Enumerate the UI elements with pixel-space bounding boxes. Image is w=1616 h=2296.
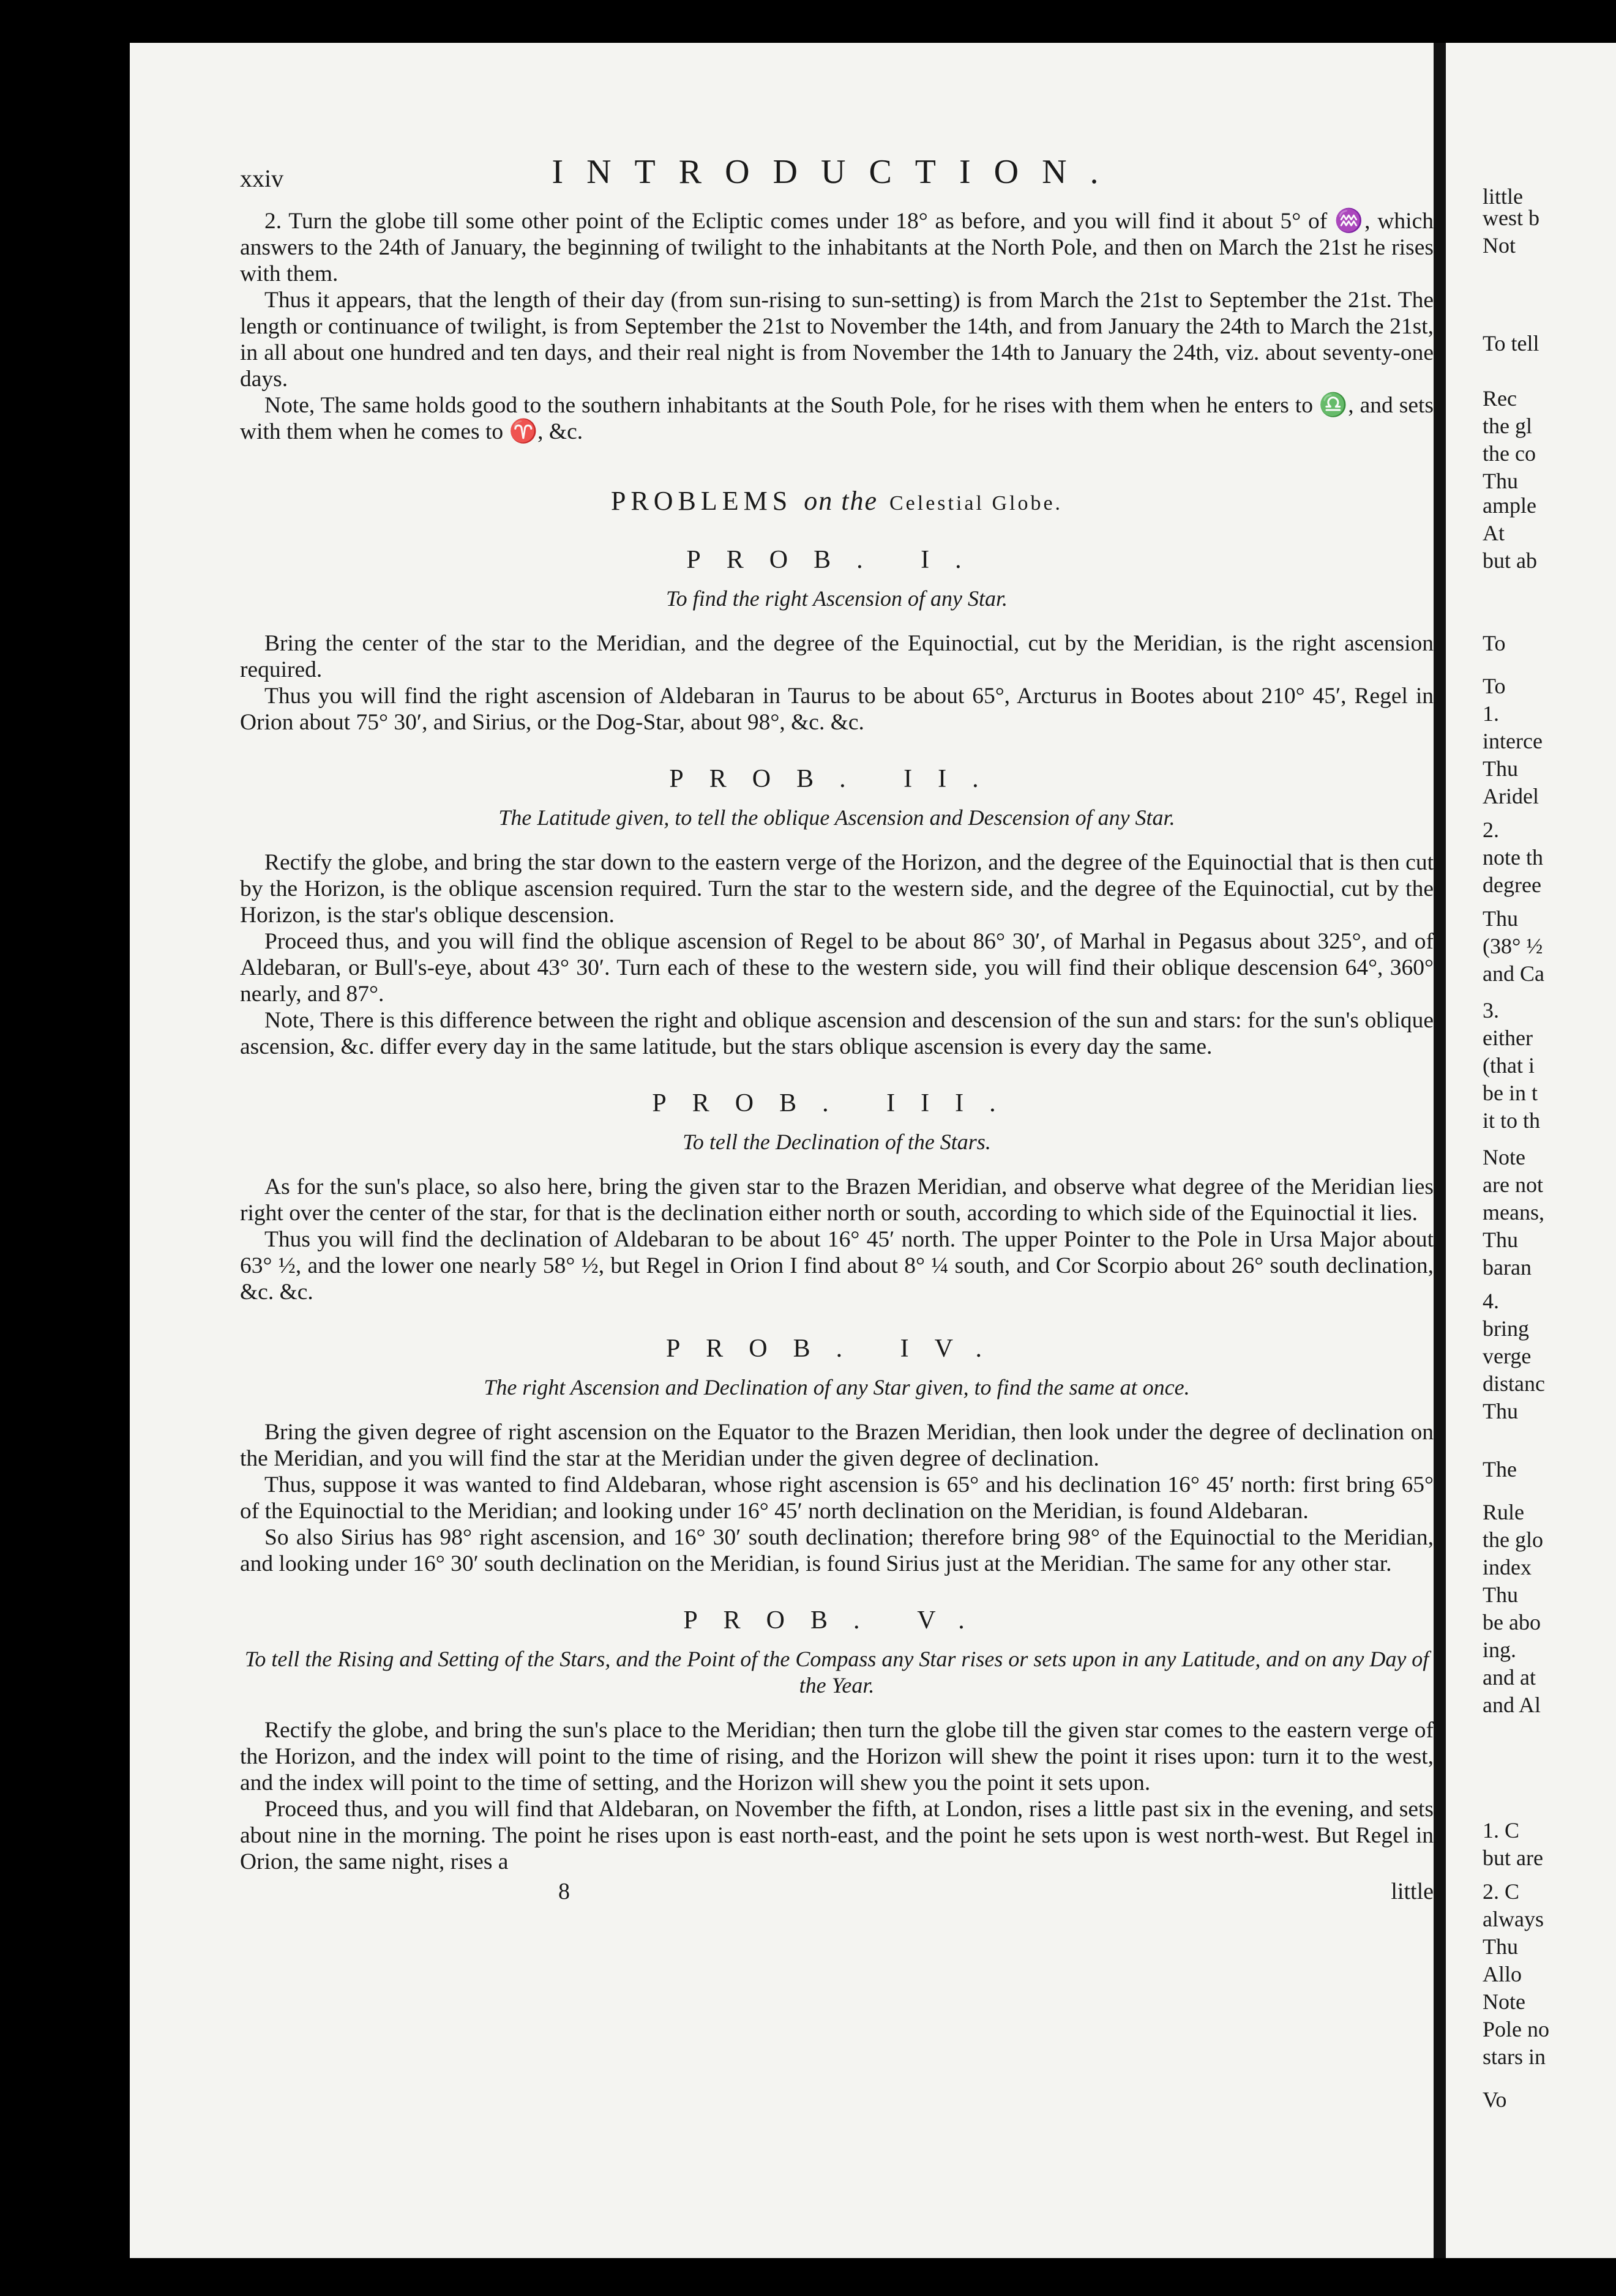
right-page-fragment-line: index xyxy=(1483,1555,1532,1579)
page-text xyxy=(240,153,1434,1915)
right-page-fragment-line: (38° ½ xyxy=(1483,934,1543,958)
problem-paragraph: Bring the center of the star to the Meridian, and the degree of the Equinoctial, cut by the Meridian, is the right ascension required. xyxy=(240,631,1434,682)
section-title-on: on the xyxy=(804,486,878,516)
problem-paragraph: Rectify the globe, and bring the sun's place to the Meridian; then turn the globe till the given star comes to the eastern verge of the Horizon, and the index will point to the time of rising, and the Horizon will shew the point it rises upon: turn it to the west, and the index will point to the time of setting, and the Horizon will shew you the point it sets upon. xyxy=(240,1718,1434,1795)
right-page-fragment-line: the gl xyxy=(1483,414,1532,438)
problem-subtitle: To find the right Ascension of any Star. xyxy=(665,586,1008,611)
right-page-fragment-line: ing. xyxy=(1483,1638,1517,1662)
right-page-fragment-line: Thu xyxy=(1483,1399,1518,1423)
right-page-fragment-line: 3. xyxy=(1483,998,1499,1023)
right-page-fragment-line: means, xyxy=(1483,1200,1544,1224)
right-page-fragment-line: Thu xyxy=(1483,469,1518,493)
right-page-fragment xyxy=(1446,43,1616,2258)
left-page xyxy=(130,43,1434,2258)
problem-subtitle: To tell the Declination of the Stars. xyxy=(683,1130,991,1154)
right-page-fragment-line: To tell xyxy=(1483,331,1539,356)
right-page-fragment-line: At xyxy=(1483,521,1505,545)
intro-paragraph: 2. Turn the globe till some other point of the Ecliptic comes under 18° as before, and you will find it about 5° of ♒, which answers to the 24th of January, the beginning of twilight to the inhabitants at the North Pole, and then on March the 21st he rises with them. xyxy=(240,209,1434,286)
right-page-fragment-line: Aridel xyxy=(1483,784,1539,808)
intro-paragraph: Thus it appears, that the length of their day (from sun-rising to sun-setting) is from March the 21st to September the 21st. The length or continuance of twilight, is from September the 21st to November the 14th, and from January the 24th to March the 21st, in all about one hundred and ten days, and their real night is from November the 14th to January the 24th, viz. about seventy-one days. xyxy=(240,288,1434,392)
problem-heading: PROB. IV. xyxy=(665,1335,1008,1363)
section-title-main: PROBLEMS xyxy=(610,486,793,516)
right-page-fragment-line: note th xyxy=(1483,845,1543,870)
right-page-fragment-line: 1. xyxy=(1483,701,1499,726)
right-page-fragment-line: and at xyxy=(1483,1665,1536,1690)
right-page-fragment-line: verge xyxy=(1483,1344,1532,1368)
right-page-fragment-line: 2. xyxy=(1483,818,1499,842)
signature-mark: 8 xyxy=(558,1879,570,1904)
right-page-fragment-line: interce xyxy=(1483,729,1543,753)
problem-paragraph: Rectify the globe, and bring the star down to the eastern verge of the Horizon, and the degree of the Equinoctial that is then cut by the Horizon, is the oblique ascension required. Turn the star to the western side, and the degree of the Equinoctial, cut by the Horizon, is the star's oblique descension. xyxy=(240,850,1434,928)
problem-paragraph: Thus you will find the declination of Aldebaran to be about 16° 45′ north. The upper Pointer to the Pole in Ursa Major about 63° ½, and the lower one nearly 58° ½, but Regel in Orion I find about 8° ¼ south, and Cor Scorpio about 26° south declination, &c. &c. xyxy=(240,1227,1434,1305)
right-page-fragment-line: Note xyxy=(1483,1145,1525,1169)
right-page-fragment-line: Thu xyxy=(1483,906,1518,931)
section-title-rest: Celestial Globe. xyxy=(889,492,1063,515)
right-page-fragment-line: 4. xyxy=(1483,1289,1499,1313)
problem-heading: PROB. II. xyxy=(669,765,1004,793)
problem-heading: PROB. III. xyxy=(652,1089,1022,1117)
problem-paragraph: Proceed thus, and you will find that Aldebaran, on November the fifth, at London, rises a little past six in the evening, and sets about nine in the morning. The point he rises upon is east north-east, and the point he sets upon is west north-west. But Regel in Orion, the same night, rises a xyxy=(240,1797,1434,1874)
right-page-fragment-line: (that i xyxy=(1483,1053,1535,1078)
right-page-fragment-line: the glo xyxy=(1483,1527,1543,1552)
right-page-fragment-line: be abo xyxy=(1483,1610,1541,1634)
right-page-fragment-line: it to th xyxy=(1483,1108,1541,1133)
right-page-fragment-line: degree xyxy=(1483,873,1541,897)
problem-paragraph: As for the sun's place, so also here, bring the given star to the Brazen Meridian, and observe what degree of the Meridian lies right over the center of the star, for that is the declination either north or south, according to which side of the Equinoctial it lies. xyxy=(240,1174,1434,1226)
right-page-fragment-line: The xyxy=(1483,1457,1517,1482)
right-page-fragment-line: To xyxy=(1483,631,1506,655)
right-page-fragment-line: the co xyxy=(1483,441,1536,466)
right-page-fragment-line: distanc xyxy=(1483,1371,1545,1396)
right-page-fragment-line: west b xyxy=(1483,206,1539,230)
problem-subtitle: To tell the Rising and Setting of the Stars, and the Point of the Compass any Star rises or sets upon in any Latitude, and on any Day of the Year. xyxy=(244,1647,1429,1698)
problem-paragraph: Thus you will find the right ascension of Aldebaran in Taurus to be about 65°, Arcturus in Bootes about 210° 45′, Regel in Orion about 75° 30′, and Sirius, or the Dog-Star, about 98°, &c. &c. xyxy=(240,684,1434,735)
problem-subtitle: The Latitude given, to tell the oblique Ascension and Descension of any Star. xyxy=(498,805,1175,830)
right-page-fragment-line: Vo xyxy=(1483,2087,1507,2112)
catchword: little xyxy=(1391,1879,1434,1904)
right-page-fragment-line: bring xyxy=(1483,1316,1529,1341)
right-page-fragment-line: Thu xyxy=(1483,1228,1518,1252)
right-page-fragment-line: Not xyxy=(1483,233,1516,258)
intro-paragraph: Note, The same holds good to the southern inhabitants at the South Pole, for he rises with them when he enters to ♎, and sets with them when he comes to ♈, &c. xyxy=(240,393,1434,444)
right-page-fragment-line: Thu xyxy=(1483,1582,1518,1607)
right-page-fragment-line: Rec xyxy=(1483,386,1517,411)
right-page-fragment-line: always xyxy=(1483,1907,1544,1931)
right-page-fragment-line: Pole no xyxy=(1483,2017,1550,2041)
right-page-fragment-line: Thu xyxy=(1483,1934,1518,1959)
section-title xyxy=(240,488,1434,516)
right-page-fragment-line: ample xyxy=(1483,493,1536,518)
right-page-fragment-line: Thu xyxy=(1483,756,1518,781)
right-page-fragment-line: and Al xyxy=(1483,1693,1541,1717)
right-page-fragment-line: are not xyxy=(1483,1172,1543,1197)
right-page-fragment-line: Rule xyxy=(1483,1500,1524,1524)
problem-paragraph: Note, There is this difference between the right and oblique ascension and descension of the sun and stars: for the sun's oblique ascension, &c. differ every day in the same latitude, but the stars oblique ascension is every day the same. xyxy=(240,1008,1434,1059)
problem-heading: PROB. V. xyxy=(683,1606,990,1634)
right-page-fragment-line: 2. C xyxy=(1483,1879,1520,1904)
right-page-fragment-line: but are xyxy=(1483,1846,1543,1870)
running-head xyxy=(240,153,1434,208)
page-footer xyxy=(240,1879,1434,1915)
right-page-fragment-line: be in t xyxy=(1483,1081,1538,1105)
problem-paragraph: Bring the given degree of right ascension on the Equator to the Brazen Meridian, then look under the degree of declination on the Meridian, and you will find the star at the Meridian under the given degree of declination. xyxy=(240,1420,1434,1471)
book-gutter xyxy=(1434,43,1446,2258)
right-page-fragment-line: either xyxy=(1483,1026,1533,1050)
problem-subtitle: The right Ascension and Declination of any Star given, to find the same at once. xyxy=(484,1375,1190,1400)
problem-heading: PROB. I. xyxy=(686,546,987,574)
right-page-fragment-line: but ab xyxy=(1483,548,1537,573)
right-page-fragment-line: stars in xyxy=(1483,2044,1546,2069)
page-number: xxiv xyxy=(240,165,284,192)
problem-paragraph: Thus, suppose it was wanted to find Aldebaran, whose right ascension is 65° and his declination 16° 45′ north: first bring 65° of the Equinoctial to the Meridian; and looking under 16° 45′ north declination on the Meridian, is found Aldebaran. xyxy=(240,1472,1434,1524)
right-page-fragment-line: To xyxy=(1483,674,1506,698)
running-title: INTRODUCTION. xyxy=(552,153,1122,191)
problem-paragraph: So also Sirius has 98° right ascension, and 16° 30′ south declination; therefore bring 98° of the Equinoctial to the Meridian, and looking under 16° 30′ south declination on the Meridian, is found Sirius just at the Meridian. The same for any other star. xyxy=(240,1525,1434,1576)
right-page-fragment-line: Allo xyxy=(1483,1962,1522,1986)
problem-paragraph: Proceed thus, and you will find the oblique ascension of Regel to be about 86° 30′, of Marhal in Pegasus about 325°, and of Aldebaran, or Bull's-eye, about 43° 30′. Turn each of these to the western side, you will find their oblique descension 64°, 360° nearly, and 87°. xyxy=(240,929,1434,1007)
right-page-fragment-line: and Ca xyxy=(1483,961,1544,986)
right-page-fragment-line: 1. C xyxy=(1483,1818,1520,1843)
right-page-fragment-line: little xyxy=(1483,184,1523,209)
right-page-fragment-line: Note xyxy=(1483,1989,1525,2014)
right-page-fragment-line: baran xyxy=(1483,1255,1532,1280)
